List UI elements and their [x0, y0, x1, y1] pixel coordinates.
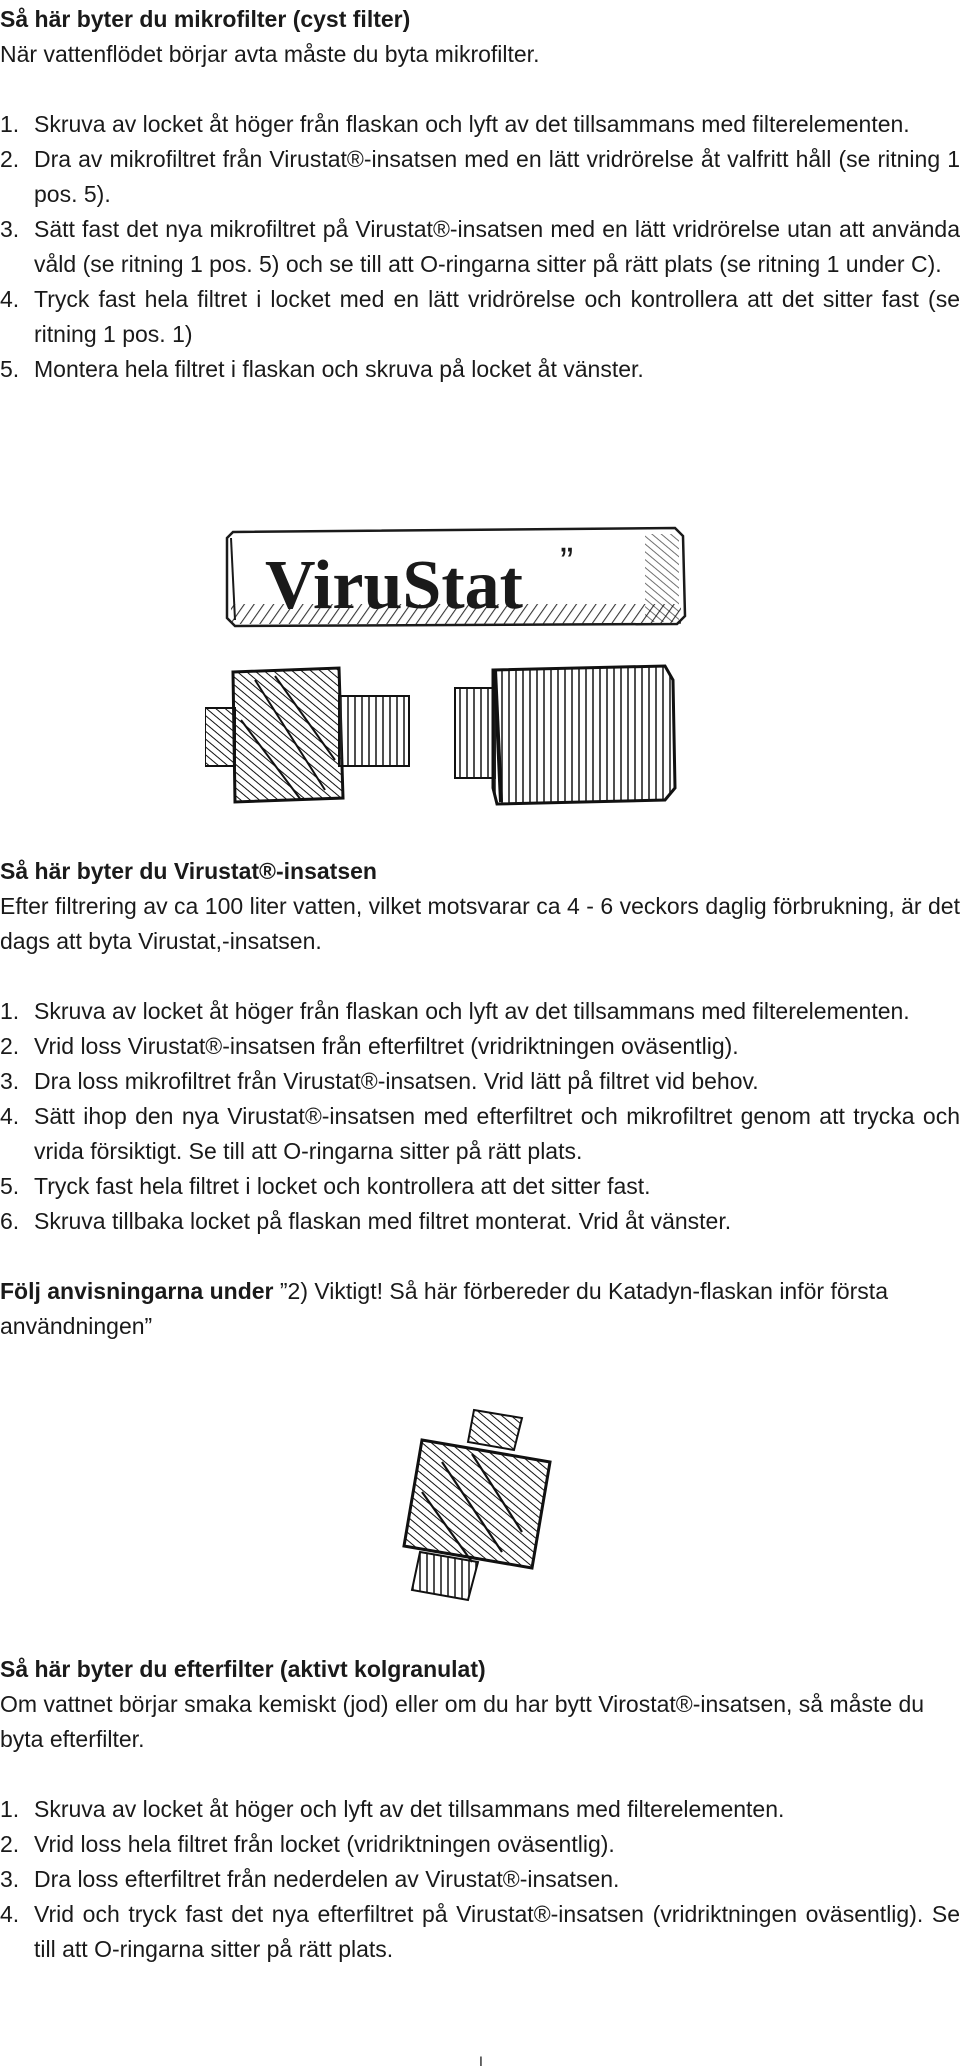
- step-number: 1.: [0, 1796, 20, 1822]
- step-text: Vrid loss hela filtret från locket (vridriktningen oväsentlig).: [34, 1831, 615, 1857]
- step-text: Montera hela filtret i flaskan och skruva på locket åt vänster.: [34, 356, 644, 382]
- step-item: [0, 282, 960, 352]
- step-item: [0, 994, 960, 1029]
- step-text: Vrid loss Virustat®-insatsen från efterfiltret (vridriktningen oväsentlig).: [34, 1033, 739, 1059]
- step-number: 4.: [0, 286, 20, 312]
- page-marker: I: [479, 2053, 483, 2069]
- post-filter-sketch: [455, 666, 675, 804]
- step-number: 2.: [0, 1831, 20, 1857]
- step-number: 3.: [0, 1068, 20, 1094]
- section-title: Så här byter du efterfilter (aktivt kolgranulat): [0, 1656, 486, 1682]
- step-text: Skruva tillbaka locket på flaskan med filtret monterat. Vrid åt vänster.: [34, 1208, 732, 1234]
- virustat-brand-text: ViruStat: [265, 547, 523, 624]
- step-number: 6.: [0, 1208, 20, 1234]
- step-item: [0, 1169, 960, 1204]
- step-item: [0, 1064, 960, 1099]
- step-item: [0, 1827, 960, 1862]
- note-text: ”2) Viktigt! Så här förbereder du Katadyn-flaskan inför första användningen”: [0, 1278, 888, 1339]
- step-number: 1.: [0, 998, 20, 1024]
- step-number: 2.: [0, 1033, 20, 1059]
- step-text: Dra loss efterfiltret från nederdelen av Virustat®-insatsen.: [34, 1866, 620, 1892]
- step-number: 3.: [0, 216, 20, 242]
- section-intro: När vattenflödet börjar avta måste du byta mikrofilter.: [0, 41, 540, 67]
- step-item: [0, 1897, 960, 1967]
- section-intro: Om vattnet börjar smaka kemiskt (jod) eller om du har bytt Virostat®-insatsen, så måste du byta efterfilter.: [0, 1691, 925, 1752]
- step-number: 4.: [0, 1103, 20, 1129]
- step-list: [0, 107, 960, 387]
- step-number: 4.: [0, 1901, 20, 1927]
- step-text: Dra loss mikrofiltret från Virustat®-insatsen. Vrid lätt på filtret vid behov.: [34, 1068, 759, 1094]
- step-item: [0, 1204, 960, 1239]
- step-text: Sätt ihop den nya Virustat®-insatsen med efterfiltret och mikrofiltret genom att trycka och vrida försiktigt. Se till att O-ringarna sitter på rätt plats.: [34, 1103, 960, 1164]
- step-text: Sätt fast det nya mikrofiltret på Virustat®-insatsen med en lätt vridrörelse utan att använda våld (se ritning 1 pos. 5) och se till att O-ringarna sitter på rätt plats (se ritning 1 under C).: [34, 216, 960, 277]
- section-mikrofilter: [0, 2, 960, 387]
- microfilter-detail-sketch: [382, 1402, 582, 1602]
- step-item: [0, 107, 960, 142]
- trademark-mark: ”: [560, 540, 574, 584]
- step-item: [0, 1862, 960, 1897]
- section-intro: Efter filtrering av ca 100 liter vatten, vilket motsvarar ca 4 - 6 veckors daglig förbrukning, är det dags att byta Virustat,-insatsen.: [0, 893, 960, 954]
- step-item: [0, 1099, 960, 1169]
- step-number: 3.: [0, 1866, 20, 1892]
- step-number: 5.: [0, 356, 20, 382]
- step-text: Skruva av locket åt höger från flaskan och lyft av det tillsammans med filterelementen.: [34, 998, 910, 1024]
- step-number: 1.: [0, 111, 20, 137]
- instruction-note: [0, 1274, 960, 1344]
- step-text: Dra av mikrofiltret från Virustat®-insatsen med en lätt vridrörelse åt valfritt håll (se ritning 1 pos. 5).: [34, 146, 960, 207]
- section-virustat: [0, 854, 960, 1344]
- step-item: [0, 352, 960, 387]
- step-text: Tryck fast hela filtret i locket och kontrollera att det sitter fast.: [34, 1173, 651, 1199]
- step-list: [0, 1792, 960, 1967]
- step-text: Vrid och tryck fast det nya efterfiltret på Virustat®-insatsen (vridriktningen oväsentlig). Se till att O-ringarna sitter på rätt plats.: [34, 1901, 960, 1962]
- step-text: Tryck fast hela filtret i locket med en lätt vridrörelse och kontrollera att det sitter fast (se ritning 1 pos. 1): [34, 286, 960, 347]
- step-item: [0, 1792, 960, 1827]
- virustat-sketch: [205, 520, 705, 810]
- step-text: Skruva av locket åt höger från flaskan och lyft av det tillsammans med filterelementen.: [34, 111, 910, 137]
- section-title: Så här byter du Virustat®-insatsen: [0, 858, 377, 884]
- note-bold-text: Följ anvisningarna under: [0, 1278, 274, 1304]
- section-efterfilter: [0, 1652, 960, 1967]
- step-item: [0, 212, 960, 282]
- step-text: Skruva av locket åt höger och lyft av det tillsammans med filterelementen.: [34, 1796, 785, 1822]
- step-item: [0, 142, 960, 212]
- section-title: Så här byter du mikrofilter (cyst filter): [0, 6, 411, 32]
- step-number: 2.: [0, 146, 20, 172]
- step-item: [0, 1029, 960, 1064]
- microfilter-sketch: [205, 668, 409, 802]
- step-number: 5.: [0, 1173, 20, 1199]
- step-list: [0, 994, 960, 1239]
